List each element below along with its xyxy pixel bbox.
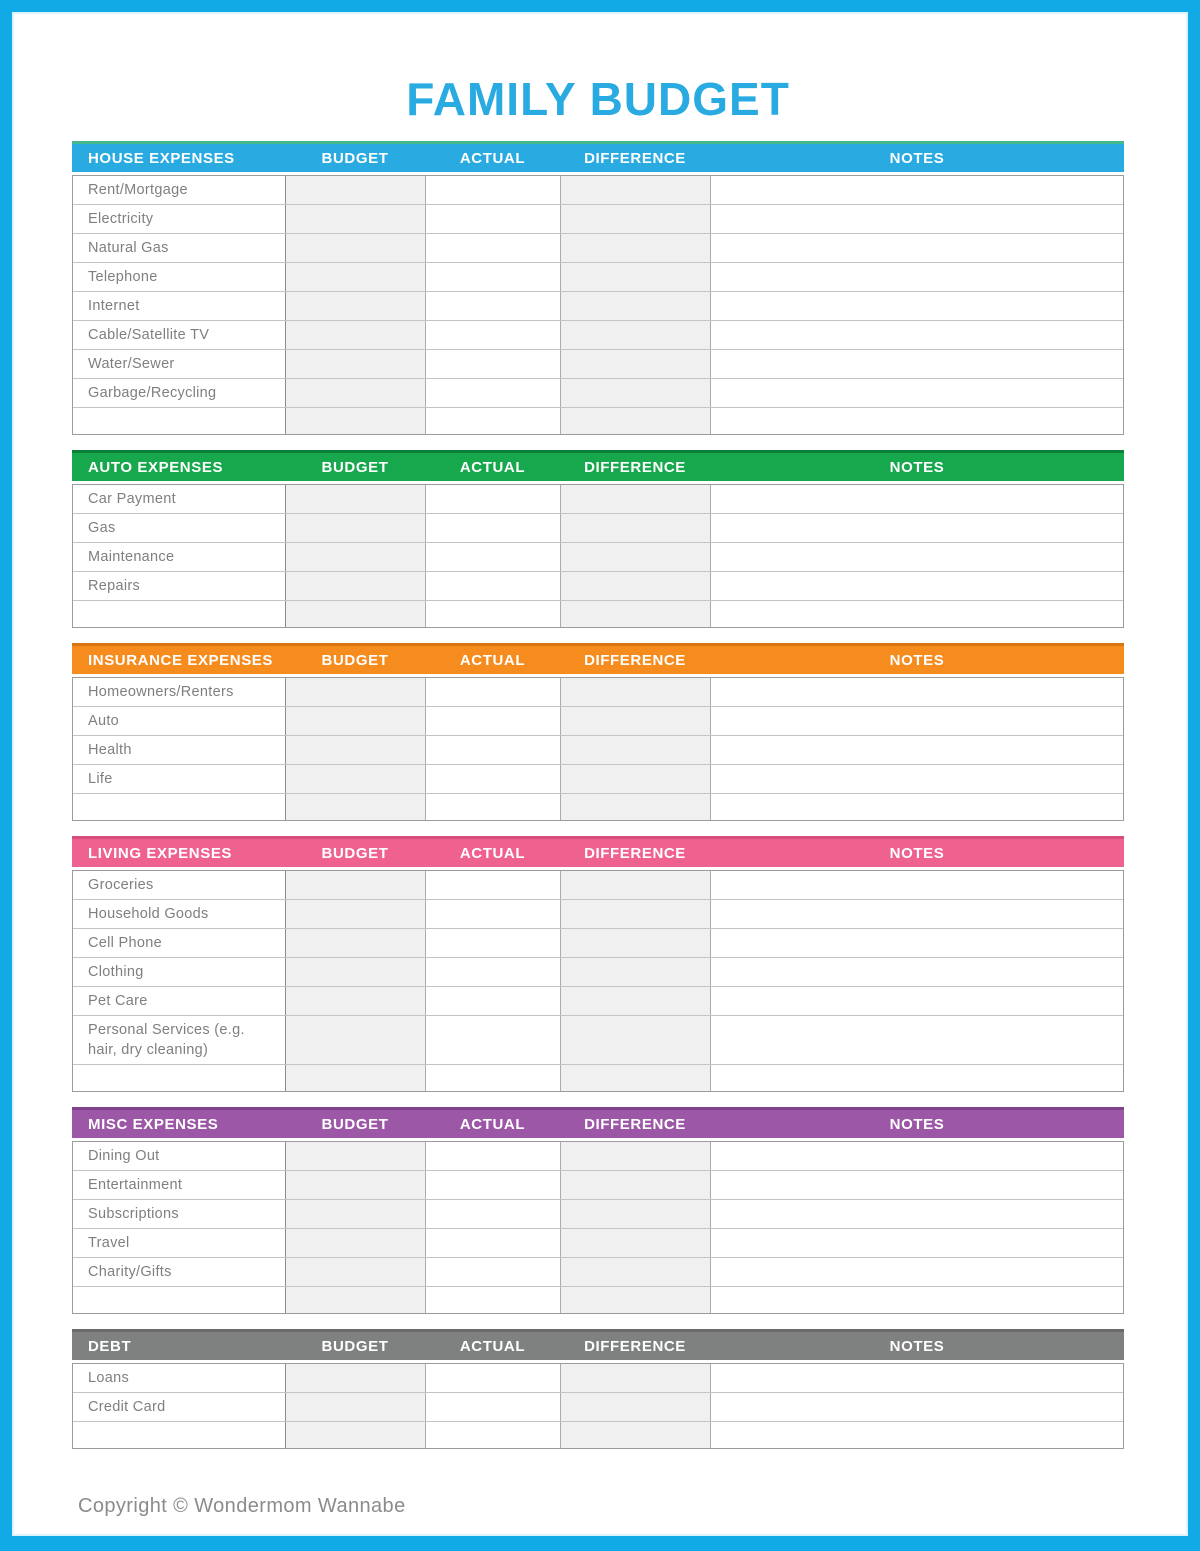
budget-cell <box>286 1364 426 1392</box>
table-row <box>73 1393 1123 1422</box>
actual-cell <box>426 1258 561 1286</box>
budget-cell <box>286 707 426 735</box>
row-label: Household Goods <box>73 900 286 928</box>
budget-cell <box>286 1065 426 1091</box>
row-label: Water/Sewer <box>73 350 286 378</box>
row-label <box>73 408 286 434</box>
actual-cell <box>426 234 561 262</box>
column-header-notes: NOTES <box>889 1115 945 1133</box>
notes-cell <box>711 1364 1123 1392</box>
table-row <box>73 1200 1123 1229</box>
row-label: Rent/Mortgage <box>73 176 286 204</box>
notes-cell <box>711 1200 1123 1228</box>
row-label: Telephone <box>73 263 286 291</box>
budget-cell <box>286 765 426 793</box>
notes-cell <box>711 543 1123 571</box>
table-header-row <box>72 1107 1124 1138</box>
table-row <box>73 1142 1123 1171</box>
difference-cell <box>561 1171 711 1199</box>
notes-cell <box>711 263 1123 291</box>
table-row <box>73 514 1123 543</box>
row-label: Life <box>73 765 286 793</box>
actual-cell <box>426 485 561 513</box>
table-row <box>73 543 1123 572</box>
budget-cell <box>286 350 426 378</box>
column-header-difference: DIFFERENCE <box>584 1337 686 1355</box>
table-row <box>73 408 1123 434</box>
column-header-budget: BUDGET <box>321 1115 389 1133</box>
difference-cell <box>561 707 711 735</box>
budget-cell <box>286 900 426 928</box>
section-title: DEBT <box>88 1337 132 1355</box>
section-title: HOUSE EXPENSES <box>88 149 235 167</box>
table-row <box>73 736 1123 765</box>
difference-cell <box>561 514 711 542</box>
table-body <box>72 677 1124 821</box>
notes-cell <box>711 514 1123 542</box>
budget-cell <box>286 1171 426 1199</box>
notes-cell <box>711 1229 1123 1257</box>
notes-cell <box>711 958 1123 986</box>
column-header-actual: ACTUAL <box>459 149 526 167</box>
actual-cell <box>426 1393 561 1421</box>
notes-cell <box>711 1422 1123 1448</box>
actual-cell <box>426 1422 561 1448</box>
actual-cell <box>426 514 561 542</box>
table-row <box>73 1258 1123 1287</box>
section-title: MISC EXPENSES <box>88 1115 219 1133</box>
table-body <box>72 484 1124 628</box>
notes-cell <box>711 292 1123 320</box>
row-label <box>73 1422 286 1448</box>
row-label <box>73 601 286 627</box>
column-header-notes: NOTES <box>889 844 945 862</box>
difference-cell <box>561 1258 711 1286</box>
actual-cell <box>426 900 561 928</box>
table-row <box>73 871 1123 900</box>
actual-cell <box>426 678 561 706</box>
difference-cell <box>561 1065 711 1091</box>
budget-cell <box>286 292 426 320</box>
actual-cell <box>426 1142 561 1170</box>
column-header-difference: DIFFERENCE <box>584 458 686 476</box>
budget-cell <box>286 736 426 764</box>
actual-cell <box>426 958 561 986</box>
row-label: Dining Out <box>73 1142 286 1170</box>
difference-cell <box>561 736 711 764</box>
budget-sheet <box>12 74 1188 1518</box>
row-label: Cable/Satellite TV <box>73 321 286 349</box>
notes-cell <box>711 1258 1123 1286</box>
column-header-difference: DIFFERENCE <box>584 149 686 167</box>
table-row <box>73 292 1123 321</box>
table-body <box>72 1141 1124 1314</box>
difference-cell <box>561 900 711 928</box>
row-label: Health <box>73 736 286 764</box>
notes-cell <box>711 1065 1123 1091</box>
actual-cell <box>426 1016 561 1064</box>
table-row <box>73 205 1123 234</box>
actual-cell <box>426 765 561 793</box>
difference-cell <box>561 794 711 820</box>
budget-cell <box>286 205 426 233</box>
difference-cell <box>561 1364 711 1392</box>
table-header-row <box>72 836 1124 867</box>
actual-cell <box>426 205 561 233</box>
difference-cell <box>561 205 711 233</box>
table-row <box>73 1065 1123 1091</box>
table-row <box>73 1287 1123 1313</box>
notes-cell <box>711 900 1123 928</box>
budget-cell <box>286 678 426 706</box>
difference-cell <box>561 1393 711 1421</box>
column-header-notes: NOTES <box>889 651 945 669</box>
column-header-notes: NOTES <box>889 458 945 476</box>
column-header-actual: ACTUAL <box>459 1115 526 1133</box>
actual-cell <box>426 707 561 735</box>
notes-cell <box>711 929 1123 957</box>
expense-table-living-expenses <box>72 836 1124 1092</box>
notes-cell <box>711 678 1123 706</box>
notes-cell <box>711 205 1123 233</box>
column-header-difference: DIFFERENCE <box>584 1115 686 1133</box>
actual-cell <box>426 1229 561 1257</box>
table-header-row <box>72 450 1124 481</box>
budget-cell <box>286 408 426 434</box>
row-label: Repairs <box>73 572 286 600</box>
notes-cell <box>711 350 1123 378</box>
row-label: Garbage/Recycling <box>73 379 286 407</box>
row-label: Credit Card <box>73 1393 286 1421</box>
table-row <box>73 1171 1123 1200</box>
budget-cell <box>286 929 426 957</box>
budget-cell <box>286 958 426 986</box>
actual-cell <box>426 1171 561 1199</box>
budget-cell <box>286 794 426 820</box>
budget-cell <box>286 514 426 542</box>
notes-cell <box>711 1016 1123 1064</box>
section-title: AUTO EXPENSES <box>88 458 224 476</box>
budget-cell <box>286 1393 426 1421</box>
budget-cell <box>286 485 426 513</box>
notes-cell <box>711 379 1123 407</box>
budget-cell <box>286 1200 426 1228</box>
budget-cell <box>286 263 426 291</box>
difference-cell <box>561 1229 711 1257</box>
actual-cell <box>426 929 561 957</box>
notes-cell <box>711 987 1123 1015</box>
budget-cell <box>286 601 426 627</box>
column-header-actual: ACTUAL <box>459 844 526 862</box>
column-header-budget: BUDGET <box>321 149 389 167</box>
difference-cell <box>561 263 711 291</box>
difference-cell <box>561 929 711 957</box>
column-header-difference: DIFFERENCE <box>584 844 686 862</box>
difference-cell <box>561 678 711 706</box>
row-label: Electricity <box>73 205 286 233</box>
budget-cell <box>286 871 426 899</box>
table-header-row <box>72 1329 1124 1360</box>
table-row <box>73 900 1123 929</box>
expense-table-debt <box>72 1329 1124 1449</box>
actual-cell <box>426 987 561 1015</box>
budget-cell <box>286 176 426 204</box>
expense-table-house-expenses <box>72 141 1124 435</box>
actual-cell <box>426 292 561 320</box>
notes-cell <box>711 572 1123 600</box>
difference-cell <box>561 1142 711 1170</box>
actual-cell <box>426 263 561 291</box>
column-header-actual: ACTUAL <box>459 1337 526 1355</box>
table-row <box>73 572 1123 601</box>
table-row <box>73 987 1123 1016</box>
table-row <box>73 321 1123 350</box>
notes-cell <box>711 736 1123 764</box>
table-row <box>73 794 1123 820</box>
column-header-budget: BUDGET <box>321 458 389 476</box>
page-title: FAMILY BUDGET <box>406 73 790 125</box>
actual-cell <box>426 379 561 407</box>
difference-cell <box>561 485 711 513</box>
notes-cell <box>711 601 1123 627</box>
row-label: Travel <box>73 1229 286 1257</box>
budget-cell <box>286 987 426 1015</box>
budget-cell <box>286 1229 426 1257</box>
table-row <box>73 707 1123 736</box>
actual-cell <box>426 176 561 204</box>
row-label: Cell Phone <box>73 929 286 957</box>
column-header-budget: BUDGET <box>321 1337 389 1355</box>
table-row <box>73 1016 1123 1065</box>
budget-cell <box>286 1142 426 1170</box>
expense-table-misc-expenses <box>72 1107 1124 1314</box>
table-row <box>73 765 1123 794</box>
notes-cell <box>711 1142 1123 1170</box>
difference-cell <box>561 765 711 793</box>
notes-cell <box>711 485 1123 513</box>
table-row <box>73 176 1123 205</box>
table-row <box>73 485 1123 514</box>
notes-cell <box>711 765 1123 793</box>
copyright-text: Copyright © Wondermom Wannabe <box>78 1495 406 1517</box>
notes-cell <box>711 794 1123 820</box>
actual-cell <box>426 1364 561 1392</box>
table-row <box>73 1422 1123 1448</box>
difference-cell <box>561 871 711 899</box>
actual-cell <box>426 543 561 571</box>
row-label: Subscriptions <box>73 1200 286 1228</box>
row-label: Internet <box>73 292 286 320</box>
column-header-notes: NOTES <box>889 1337 945 1355</box>
notes-cell <box>711 408 1123 434</box>
actual-cell <box>426 871 561 899</box>
row-label: Charity/Gifts <box>73 1258 286 1286</box>
row-label <box>73 1287 286 1313</box>
budget-cell <box>286 1016 426 1064</box>
difference-cell <box>561 601 711 627</box>
table-header-row <box>72 141 1124 172</box>
expense-table-insurance-expenses <box>72 643 1124 821</box>
column-header-actual: ACTUAL <box>459 458 526 476</box>
notes-cell <box>711 707 1123 735</box>
budget-cell <box>286 1422 426 1448</box>
actual-cell <box>426 1200 561 1228</box>
row-label: Groceries <box>73 871 286 899</box>
table-header-row <box>72 643 1124 674</box>
difference-cell <box>561 1287 711 1313</box>
row-label <box>73 794 286 820</box>
row-label: Auto <box>73 707 286 735</box>
actual-cell <box>426 736 561 764</box>
section-title: LIVING EXPENSES <box>88 844 233 862</box>
row-label <box>73 1065 286 1091</box>
difference-cell <box>561 350 711 378</box>
difference-cell <box>561 292 711 320</box>
difference-cell <box>561 176 711 204</box>
difference-cell <box>561 543 711 571</box>
difference-cell <box>561 987 711 1015</box>
table-row <box>73 678 1123 707</box>
row-label: Gas <box>73 514 286 542</box>
budget-cell <box>286 321 426 349</box>
column-header-notes: NOTES <box>889 149 945 167</box>
actual-cell <box>426 1065 561 1091</box>
difference-cell <box>561 1200 711 1228</box>
difference-cell <box>561 379 711 407</box>
actual-cell <box>426 408 561 434</box>
budget-cell <box>286 1258 426 1286</box>
tables-container <box>72 141 1124 1449</box>
table-row <box>73 1364 1123 1393</box>
budget-cell <box>286 572 426 600</box>
table-body <box>72 175 1124 435</box>
table-row <box>73 379 1123 408</box>
actual-cell <box>426 321 561 349</box>
table-body <box>72 870 1124 1092</box>
column-header-budget: BUDGET <box>321 651 389 669</box>
difference-cell <box>561 408 711 434</box>
row-label: Clothing <box>73 958 286 986</box>
table-row <box>73 958 1123 987</box>
notes-cell <box>711 1393 1123 1421</box>
table-body <box>72 1363 1124 1449</box>
column-header-actual: ACTUAL <box>459 651 526 669</box>
budget-cell <box>286 379 426 407</box>
row-label: Entertainment <box>73 1171 286 1199</box>
notes-cell <box>711 234 1123 262</box>
actual-cell <box>426 601 561 627</box>
actual-cell <box>426 794 561 820</box>
difference-cell <box>561 321 711 349</box>
budget-cell <box>286 543 426 571</box>
row-label: Loans <box>73 1364 286 1392</box>
table-row <box>73 263 1123 292</box>
expense-table-auto-expenses <box>72 450 1124 628</box>
row-label: Personal Services (e.g. hair, dry cleaning) <box>73 1016 286 1064</box>
notes-cell <box>711 321 1123 349</box>
row-label: Natural Gas <box>73 234 286 262</box>
table-row <box>73 234 1123 263</box>
column-header-difference: DIFFERENCE <box>584 651 686 669</box>
notes-cell <box>711 871 1123 899</box>
table-row <box>73 1229 1123 1258</box>
difference-cell <box>561 958 711 986</box>
difference-cell <box>561 572 711 600</box>
row-label: Car Payment <box>73 485 286 513</box>
difference-cell <box>561 234 711 262</box>
actual-cell <box>426 350 561 378</box>
row-label: Maintenance <box>73 543 286 571</box>
row-label: Homeowners/Renters <box>73 678 286 706</box>
notes-cell <box>711 1171 1123 1199</box>
notes-cell <box>711 176 1123 204</box>
notes-cell <box>711 1287 1123 1313</box>
row-label: Pet Care <box>73 987 286 1015</box>
budget-cell <box>286 1287 426 1313</box>
table-row <box>73 601 1123 627</box>
section-title: INSURANCE EXPENSES <box>88 651 274 669</box>
difference-cell <box>561 1016 711 1064</box>
budget-cell <box>286 234 426 262</box>
actual-cell <box>426 1287 561 1313</box>
difference-cell <box>561 1422 711 1448</box>
actual-cell <box>426 572 561 600</box>
table-row <box>73 929 1123 958</box>
column-header-budget: BUDGET <box>321 844 389 862</box>
table-row <box>73 350 1123 379</box>
